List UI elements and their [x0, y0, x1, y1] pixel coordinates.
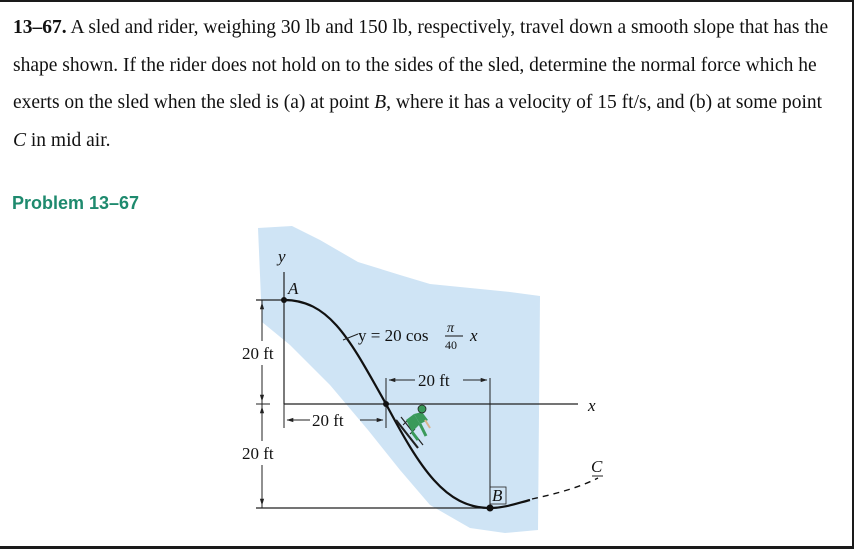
problem-point-c: C — [13, 129, 27, 151]
dim-top-right-label: 20 ft — [418, 371, 450, 390]
point-b-label: B — [492, 486, 503, 505]
equation-lhs: y = 20 cos — [358, 326, 429, 345]
problem-text-part3: in mid air. — [26, 129, 111, 151]
trajectory-dashed — [532, 478, 598, 499]
problem-heading: Problem 13–67 — [12, 193, 140, 213]
equation-fraction-num: π — [447, 321, 455, 336]
problem-point-b: B — [374, 92, 387, 113]
point-b-dot — [487, 505, 494, 512]
y-axis-label: y — [278, 247, 286, 266]
dim-left-lower-label: 20 ft — [242, 444, 274, 463]
point-a-dot — [281, 297, 287, 303]
dim-left-upper-label: 20 ft — [242, 344, 274, 363]
equation-fraction-den: 40 — [445, 338, 457, 352]
point-a-label: A — [288, 279, 299, 298]
dim-mid-label: 20 ft — [312, 411, 344, 430]
point-c-label: C — [591, 457, 603, 476]
x-axis-label: x — [588, 396, 596, 415]
equation-var: x — [470, 326, 478, 345]
problem-text-part1: A sled and rider, weighing 30 lb and 150 lb, respectively, travel down a smooth slope that has the shape shown. If the rider does not hold on to the sides of the sled, determine the normal force which he exerts on the sled when the sled is (a) at point — [13, 17, 829, 113]
inflection-dot — [383, 401, 389, 407]
problem-text-part2: , where it has a velocity of 15 ft/s, and (b) at some point — [386, 92, 823, 113]
problem-number: 13–67. — [13, 17, 67, 38]
